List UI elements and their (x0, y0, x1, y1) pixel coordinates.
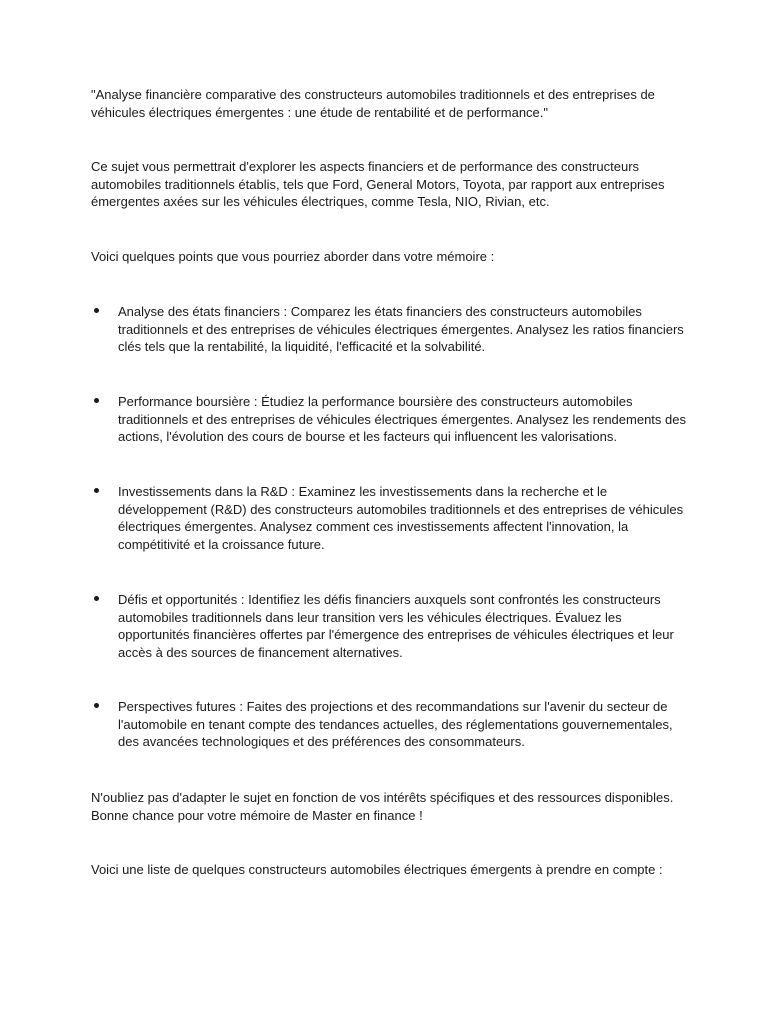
closing-paragraph: N'oubliez pas d'adapter le sujet en fonction de vos intérêts spécifiques et des ressources disponibles. Bonne chance pour votre mémoire de Master en finance ! (91, 790, 674, 823)
bullet-text: Défis et opportunités : Identifiez les défis financiers auxquels sont confrontés les constructeurs automobiles traditionnels dans leur transition vers les véhicules électriques. Évaluez les opportunités financières offertes par l'émergence des entreprises de véhicules électriques et leur accès à des sources de financement alternatives. (118, 592, 674, 660)
bullet-icon (94, 308, 99, 313)
bullet-text: Investissements dans la R&D : Examinez les investissements dans la recherche et le développement (R&D) des constructeurs automobiles traditionnels et des entreprises de véhicules électriques émergentes. Analysez comment ces investissements affectent l'innovation, la compétitivité et la croissance future. (118, 484, 684, 552)
bullet-text: Perspectives futures : Faites des projections et des recommandations sur l'avenir du secteur de l'automobile en tenant compte des tendances actuelles, des réglementations gouvernementales, des avancées technologiques et des préférences des consommateurs. (118, 699, 673, 749)
bullet-text: Performance boursière : Étudiez la performance boursière des constructeurs automobiles traditionnels et des entreprises de véhicules électriques émergentes. Analysez les rendements des actions, l'évolution des cours de bourse et les facteurs qui influencent les valorisations. (118, 394, 686, 444)
bullet-item (91, 483, 686, 553)
bullet-item (91, 591, 686, 661)
points-intro-paragraph: Voici quelques points que vous pourriez aborder dans votre mémoire : (91, 249, 495, 264)
intro-paragraph: Ce sujet vous permettrait d'explorer les aspects financiers et de performance des constructeurs automobiles traditionnels établis, tels que Ford, General Motors, Toyota, par rapport aux entreprises émergentes axées sur les véhicules électriques, comme Tesla, NIO, Rivian, etc. (91, 159, 665, 209)
bullet-item (91, 393, 686, 446)
bullet-item (91, 303, 686, 356)
bullet-item (91, 698, 686, 751)
bullet-icon (94, 703, 99, 708)
list-intro-paragraph: Voici une liste de quelques constructeurs automobiles électriques émergents à prendre en compte : (91, 862, 663, 877)
bullet-icon (94, 398, 99, 403)
bullet-text: Analyse des états financiers : Comparez les états financiers des constructeurs automobiles traditionnels et des entreprises de véhicules électriques émergentes. Analysez les ratios financiers clés tels que la rentabilité, la liquidité, l'efficacité et la solvabilité. (118, 304, 684, 354)
title-paragraph: "Analyse financière comparative des constructeurs automobiles traditionnels et des entreprises de véhicules électriques émergentes : une étude de rentabilité et de performance." (91, 87, 655, 120)
bullet-icon (94, 596, 99, 601)
bullet-icon (94, 488, 99, 493)
